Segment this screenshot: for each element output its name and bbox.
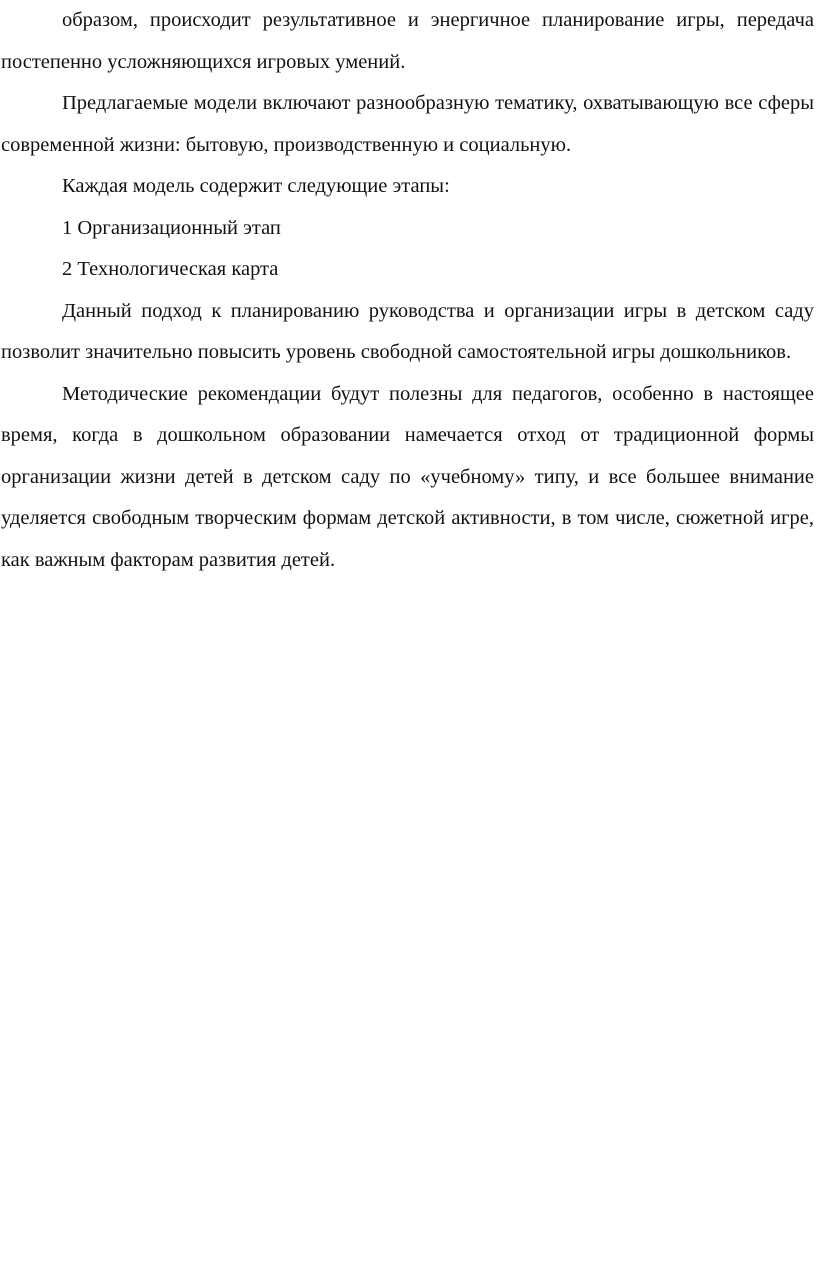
list-item-stage-2: 2 Технологическая карта — [62, 258, 279, 280]
paragraph-approach: Данный подход к планированию руководства и организации игры в детском саду позволит значительно повысить уровень свободной самостоятельной игры дошкольников. — [1, 299, 814, 363]
paragraph-continuation: образом, происходит результативное и энергичное планирование игры, передача постепенно усложняющихся игровых умений. — [1, 9, 814, 73]
list-item-stage-1: 1 Организационный этап — [62, 216, 281, 239]
paragraph-stages-intro: Каждая модель содержит следующие этапы: — [62, 175, 450, 197]
document-body — [1, 0, 814, 581]
paragraph-recommendations: Методические рекомендации будут полезны для педагогов, особенно в настоящее время, когда в дошкольном образовании намечается отход от традиционной формы организации жизни детей в детском саду по «учебному» типу, и все большее внимание уделяется свободным творческим формам детской активности, в том числе, сюжетной игре, как важным факторам развития детей. — [1, 382, 814, 571]
paragraph-models-topics: Предлагаемые модели включают разнообразную тематику, охватывающую все сферы современной жизни: бытовую, производственную и социальную. — [1, 92, 814, 156]
